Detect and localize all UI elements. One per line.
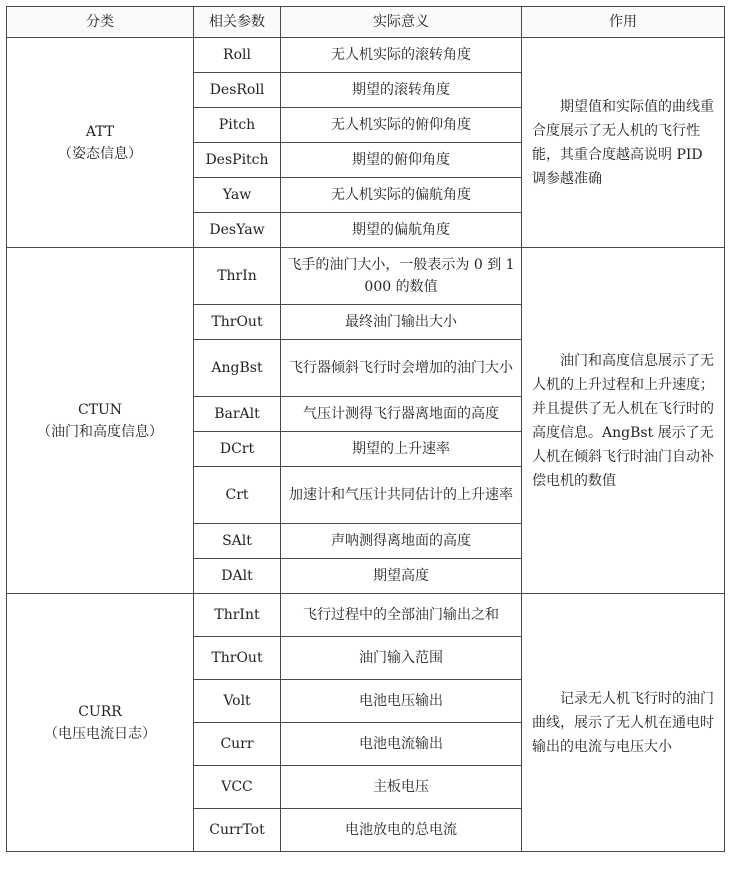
param-cell: DesYaw [194, 213, 281, 248]
param-cell: AngBst [194, 340, 281, 397]
category-subtitle: （电压电流日志） [44, 725, 156, 742]
param-cell: DesRoll [194, 73, 281, 108]
table-row [7, 594, 725, 637]
param-cell: DAlt [194, 559, 281, 594]
category-name: CURR [78, 703, 122, 720]
category-curr [7, 594, 194, 852]
effect-text: 油门和高度信息展示了无人机的上升过程和上升速度；并且提供了无人机在飞行时的高度信息。AngBst 展示了无人机在倾斜飞行时油门自动补偿电机的数值 [532, 352, 714, 489]
param-cell: ThrInt [194, 594, 281, 637]
effect-ctun [522, 248, 725, 594]
category-name: ATT [85, 123, 115, 140]
effect-text: 期望值和实际值的曲线重合度展示了无人机的飞行性能，其重合度越高说明 PID 调参越准确 [532, 98, 714, 187]
meaning-cell: 最终油门输出大小 [281, 305, 522, 340]
meaning-cell: 无人机实际的滚转角度 [281, 38, 522, 73]
table-row [7, 38, 725, 73]
meaning-cell: 飞手的油门大小，一般表示为 0 到 1 000 的数值 [281, 248, 522, 305]
effect-curr [522, 594, 725, 852]
meaning-cell: 期望的滚转角度 [281, 73, 522, 108]
param-cell: VCC [194, 766, 281, 809]
param-cell: DesPitch [194, 143, 281, 178]
meaning-cell: 油门输入范围 [281, 637, 522, 680]
effect-att [522, 38, 725, 248]
meaning-cell: 电池放电的总电流 [281, 809, 522, 852]
meaning-cell: 电池电流输出 [281, 723, 522, 766]
category-ctun [7, 248, 194, 594]
meaning-cell: 飞行器倾斜飞行时会增加的油门大小 [281, 340, 522, 397]
header-category: 分类 [7, 7, 194, 38]
table-row [7, 248, 725, 305]
param-cell: ThrOut [194, 305, 281, 340]
meaning-cell: 加速计和气压计共同估计的上升速率 [281, 467, 522, 524]
param-cell: BarAlt [194, 397, 281, 432]
category-att [7, 38, 194, 248]
param-cell: ThrIn [194, 248, 281, 305]
meaning-cell: 期望的上升速率 [281, 432, 522, 467]
category-subtitle: （姿态信息） [58, 145, 142, 162]
meaning-cell: 期望的偏航角度 [281, 213, 522, 248]
param-cell: SAlt [194, 524, 281, 559]
meaning-cell: 电池电压输出 [281, 680, 522, 723]
param-cell: CurrTot [194, 809, 281, 852]
category-name: CTUN [77, 401, 123, 418]
category-subtitle: （油门和高度信息） [37, 423, 163, 440]
meaning-cell: 无人机实际的偏航角度 [281, 178, 522, 213]
param-cell: Yaw [194, 178, 281, 213]
header-effect: 作用 [522, 7, 725, 38]
param-cell: DCrt [194, 432, 281, 467]
header-meaning: 实际意义 [281, 7, 522, 38]
param-cell: Roll [194, 38, 281, 73]
effect-text: 记录无人机飞行时的油门曲线，展示了无人机在通电时输出的电流与电压大小 [532, 690, 714, 755]
param-cell: Pitch [194, 108, 281, 143]
param-cell: Crt [194, 467, 281, 524]
meaning-cell: 期望的俯仰角度 [281, 143, 522, 178]
header-params: 相关参数 [194, 7, 281, 38]
meaning-cell: 主板电压 [281, 766, 522, 809]
meaning-cell: 飞行过程中的全部油门输出之和 [281, 594, 522, 637]
meaning-cell: 声呐测得离地面的高度 [281, 524, 522, 559]
param-cell: Volt [194, 680, 281, 723]
meaning-cell: 无人机实际的俯仰角度 [281, 108, 522, 143]
meaning-cell: 气压计测得飞行器离地面的高度 [281, 397, 522, 432]
param-cell: Curr [194, 723, 281, 766]
meaning-cell: 期望高度 [281, 559, 522, 594]
param-cell: ThrOut [194, 637, 281, 680]
parameter-table [6, 6, 725, 852]
header-row [7, 7, 725, 38]
